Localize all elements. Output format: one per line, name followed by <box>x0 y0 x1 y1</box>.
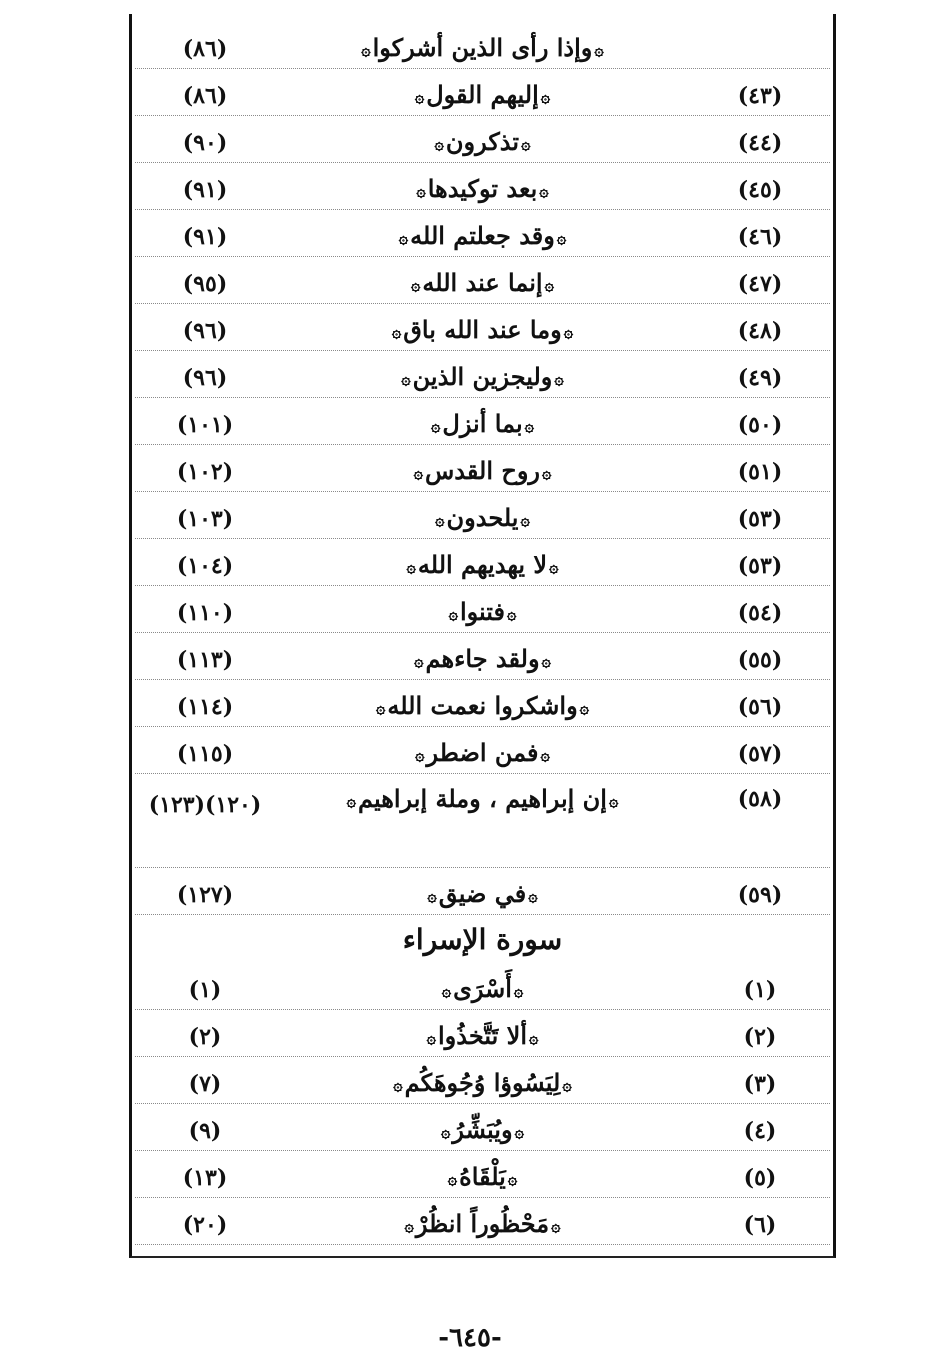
phrase-text: وما عند الله باق <box>403 315 562 344</box>
quranic-phrase <box>275 174 690 203</box>
quranic-phrase <box>275 644 690 673</box>
quranic-phrase <box>275 974 690 1003</box>
index-row <box>135 539 830 586</box>
index-table <box>135 22 830 1245</box>
quranic-phrase <box>275 1162 690 1191</box>
page-reference: (١٣) <box>182 1165 228 1191</box>
quranic-phrase <box>275 879 690 908</box>
page-reference: (٢٠) <box>182 1212 228 1238</box>
phrase-text: إنما عند الله <box>422 268 543 297</box>
ornament-bracket-icon: ۞ <box>393 1075 403 1094</box>
quranic-phrase <box>275 597 690 626</box>
ornament-bracket-icon: ۞ <box>391 322 402 341</box>
quranic-phrase <box>275 268 690 297</box>
page-reference: (١٢٠)(١٢٣) <box>148 792 262 818</box>
phrase-text: تذكرون <box>445 127 520 156</box>
page-reference: (١١٥) <box>176 741 234 767</box>
ornament-bracket-icon: ۞ <box>434 134 444 153</box>
index-row <box>135 69 830 116</box>
page-reference: (٩٦) <box>182 365 228 391</box>
ornament-bracket-icon: ۞ <box>554 369 564 388</box>
page-reference: (١٠٤) <box>176 553 234 579</box>
index-row <box>135 1104 830 1151</box>
phrase-text: أَسْرَى <box>453 974 512 1003</box>
ornament-bracket-icon: ۞ <box>542 463 552 482</box>
page-reference: (١٠٣) <box>176 506 234 532</box>
phrase-text: ولقد جاءهم <box>425 644 540 673</box>
page-reference: (٩٥) <box>182 271 228 297</box>
ornament-bracket-icon: ۞ <box>441 981 452 1000</box>
verse-number: (٥٦) <box>737 694 783 720</box>
ornament-bracket-icon: ۞ <box>541 651 551 670</box>
ornament-bracket-icon: ۞ <box>524 416 534 435</box>
verse-number: (٦) <box>743 1212 777 1238</box>
page-reference: (٨٦) <box>182 36 228 62</box>
verse-number: (٥١) <box>737 459 783 485</box>
ornament-bracket-icon: ۞ <box>528 1028 539 1047</box>
ornament-bracket-icon: ۞ <box>427 886 437 905</box>
phrase-text: يلحدون <box>446 503 519 532</box>
phrase-text: لِيَسُوؤا وُجُوهَكُم <box>404 1068 561 1097</box>
phrase-text: يَلْقَاهُ <box>459 1162 506 1191</box>
ornament-bracket-icon: ۞ <box>404 1216 414 1235</box>
quranic-phrase <box>275 80 690 109</box>
ornament-bracket-icon: ۞ <box>431 416 441 435</box>
ornament-bracket-icon: ۞ <box>549 557 559 576</box>
verse-number: (٤٤) <box>737 130 783 156</box>
ornament-bracket-icon: ۞ <box>435 510 445 529</box>
ornament-bracket-icon: ۞ <box>448 604 458 623</box>
quranic-phrase <box>275 738 690 767</box>
index-row <box>135 1151 830 1198</box>
ornament-bracket-icon: ۞ <box>426 1028 436 1047</box>
index-row <box>135 963 830 1010</box>
ornament-bracket-icon: ۞ <box>520 510 530 529</box>
ornament-bracket-icon: ۞ <box>551 1216 561 1235</box>
page-reference: (١٢٧) <box>176 882 234 908</box>
ornament-bracket-icon: ۞ <box>413 463 423 482</box>
phrase-text: لا يهديهم الله <box>417 550 548 579</box>
ornament-bracket-icon: ۞ <box>608 790 619 810</box>
page-number: -٦٤٥- <box>438 1323 502 1353</box>
ornament-bracket-icon: ۞ <box>563 322 574 341</box>
ornament-bracket-icon: ۞ <box>447 1169 458 1188</box>
verse-number: (٤٣) <box>737 83 783 109</box>
ornament-bracket-icon: ۞ <box>375 698 386 717</box>
index-row <box>135 586 830 633</box>
page-reference: (١١٤) <box>176 694 234 720</box>
ornament-bracket-icon: ۞ <box>514 1122 524 1141</box>
quranic-phrase <box>275 503 690 532</box>
phrase-text: وإذا رأى الذين أشركوا <box>372 33 593 62</box>
page-reference: (٨٦) <box>182 83 228 109</box>
verse-number: (٥٩) <box>737 882 783 908</box>
page-reference: (٧) <box>188 1071 222 1097</box>
quranic-phrase <box>275 456 690 485</box>
verse-number: (٣) <box>743 1071 777 1097</box>
ornament-bracket-icon: ۞ <box>513 981 524 1000</box>
section-title: سورة الإسراء <box>402 923 563 956</box>
quranic-phrase <box>275 1209 690 1238</box>
verse-number: (٥٥) <box>737 647 783 673</box>
phrase-text: فمن اضطر <box>426 738 539 767</box>
quranic-phrase <box>275 127 690 156</box>
page-reference: (١١٣) <box>176 647 234 673</box>
quranic-phrase <box>275 362 690 391</box>
verse-number: (٥) <box>743 1165 777 1191</box>
index-row <box>135 633 830 680</box>
verse-number: (٤) <box>743 1118 777 1144</box>
page-reference: (٩٠) <box>182 130 228 156</box>
index-row <box>135 774 830 868</box>
ornament-bracket-icon: ۞ <box>414 87 425 106</box>
phrase-text: إن إبراهيم ، وملة إبراهيم <box>358 784 607 813</box>
ornament-bracket-icon: ۞ <box>556 228 567 247</box>
page-reference: (٩١) <box>182 224 228 250</box>
verse-number: (٤٩) <box>737 365 783 391</box>
page-reference: (١٠٢) <box>176 459 234 485</box>
ornament-bracket-icon: ۞ <box>415 745 425 764</box>
verse-number: (٢) <box>743 1024 777 1050</box>
verse-number: (٥٠) <box>737 412 783 438</box>
ornament-bracket-icon: ۞ <box>594 40 604 59</box>
ornament-bracket-icon: ۞ <box>507 604 517 623</box>
phrase-text: إليهم القول <box>426 80 539 109</box>
ornament-bracket-icon: ۞ <box>540 87 551 106</box>
page-reference: (٢) <box>188 1024 222 1050</box>
quranic-phrase <box>275 1021 690 1050</box>
phrase-text: وقد جعلتم الله <box>410 221 555 250</box>
ornament-bracket-icon: ۞ <box>507 1169 518 1188</box>
ornament-bracket-icon: ۞ <box>540 745 550 764</box>
quranic-phrase <box>275 315 690 344</box>
verse-number: (٥٣) <box>737 506 783 532</box>
quranic-phrase <box>275 409 690 438</box>
verse-number: (١) <box>743 977 777 1003</box>
quranic-phrase <box>275 1068 690 1097</box>
ornament-bracket-icon: ۞ <box>416 181 426 200</box>
phrase-text: وليجزين الذين <box>412 362 553 391</box>
phrase-text: ويُبَشِّرُ <box>452 1115 513 1144</box>
page-reference: (١١٠) <box>176 600 234 626</box>
index-part-2 <box>135 963 830 1245</box>
verse-number: (٤٧) <box>737 271 783 297</box>
phrase-text: في ضيق <box>438 879 527 908</box>
index-row <box>135 210 830 257</box>
page-reference: (٩١) <box>182 177 228 203</box>
index-row <box>135 398 830 445</box>
phrase-text: بما أنزل <box>442 409 523 438</box>
ornament-bracket-icon: ۞ <box>346 790 356 810</box>
verse-number: (٤٨) <box>737 318 783 344</box>
page-reference: (٩٦) <box>182 318 228 344</box>
verse-number: (٥٤) <box>737 600 783 626</box>
index-row <box>135 680 830 727</box>
quranic-phrase <box>275 33 690 62</box>
quranic-phrase <box>275 1115 690 1144</box>
ornament-bracket-icon: ۞ <box>414 651 424 670</box>
page-reference: (١) <box>188 977 222 1003</box>
verse-number: (٤٥) <box>737 177 783 203</box>
ornament-bracket-icon: ۞ <box>579 698 590 717</box>
quranic-phrase <box>275 691 690 720</box>
ornament-bracket-icon: ۞ <box>521 134 531 153</box>
index-row <box>135 116 830 163</box>
page-reference: (٩) <box>188 1118 222 1144</box>
index-row <box>135 304 830 351</box>
phrase-text: بعد توكيدها <box>427 174 538 203</box>
index-row <box>135 1057 830 1104</box>
index-row <box>135 163 830 210</box>
ornament-bracket-icon: ۞ <box>441 1122 451 1141</box>
quranic-phrase <box>275 550 690 579</box>
ornament-bracket-icon: ۞ <box>539 181 549 200</box>
ornament-bracket-icon: ۞ <box>562 1075 572 1094</box>
phrase-text: ألا تَتَّخذُوا <box>438 1021 527 1050</box>
ornament-bracket-icon: ۞ <box>398 228 409 247</box>
index-row <box>135 445 830 492</box>
phrase-text: مَحْظُوراً انظُرْ <box>415 1209 550 1238</box>
phrase-text: واشكروا نعمت الله <box>387 691 578 720</box>
ornament-bracket-icon: ۞ <box>401 369 411 388</box>
ornament-bracket-icon: ۞ <box>544 275 554 294</box>
ornament-bracket-icon: ۞ <box>361 40 371 59</box>
index-row <box>135 1198 830 1245</box>
index-row <box>135 492 830 539</box>
ornament-bracket-icon: ۞ <box>528 886 538 905</box>
ornament-bracket-icon: ۞ <box>406 557 416 576</box>
index-row <box>135 257 830 304</box>
ornament-bracket-icon: ۞ <box>411 275 421 294</box>
page-reference: (١٠١) <box>176 412 234 438</box>
index-row <box>135 22 830 69</box>
phrase-text: فتنوا <box>459 597 506 626</box>
index-part-1 <box>135 22 830 915</box>
index-row <box>135 868 830 915</box>
index-row <box>135 351 830 398</box>
verse-number: (٥٧) <box>737 741 783 767</box>
quranic-phrase <box>275 782 690 816</box>
index-row <box>135 1010 830 1057</box>
index-row <box>135 727 830 774</box>
verse-number: (٥٨) <box>737 786 783 812</box>
quranic-phrase <box>275 221 690 250</box>
verse-number: (٥٣) <box>737 553 783 579</box>
verse-number: (٤٦) <box>737 224 783 250</box>
phrase-text: روح القدس <box>424 456 541 485</box>
